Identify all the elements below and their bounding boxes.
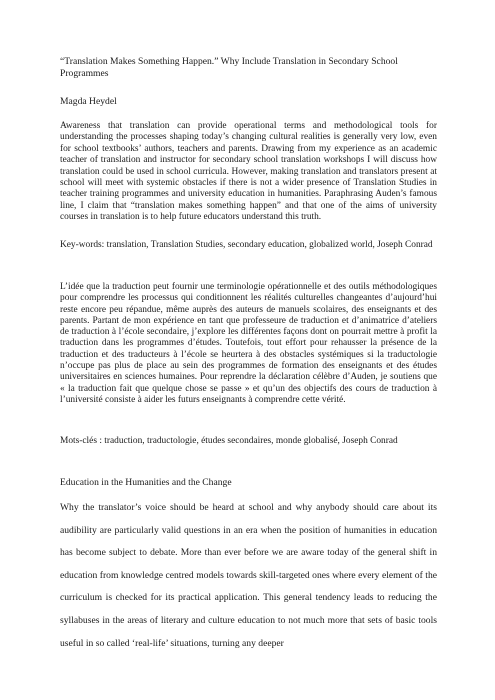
keywords-line: [60, 240, 437, 252]
section-heading: Education in the Humanities and the Change: [60, 477, 232, 488]
motscles-label: Mots-clés :: [60, 436, 102, 446]
author-name: Magda Heydel: [60, 96, 117, 107]
motscles-line: [60, 436, 437, 448]
resume-paragraph: L’idée que la traduction peut fournir une terminologie opérationnelle et des outils méthodologiques pour comprendre les processus qui conditionnent les réalités culturelles changeantes d’aujourd’hui reste encore peu répandue, même auprès des auteurs de manuels scolaires, des enseignants et des parents. Partant de mon expérience en tant que professeure de traduction et d’animatrice d’ateliers de traduction à l’école secondaire, j’explore les différentes façons dont on pourrait mettre à profit la traduction dans les programmes d’études. Toutefois, tout effort pour rehausser la présence de la traduction et des traducteurs à l’école se heurtera à des obstacles systémiques si la traductologie n’occupe pas plus de place au sein des programmes de formation des enseignants et des études universitaires en sciences humaines. Pour reprendre la déclaration célèbre d’Auden, je soutiens que « la traduction fait que quelque chose se passe » et qu’un des objectifs des cours de traduction à l’université consiste à aider les futurs enseignants à comprendre cette vérité.: [60, 282, 437, 405]
motscles-text: traduction, traductologie, études secondaires, monde globalisé, Joseph Conrad: [101, 436, 398, 446]
abstract-paragraph: Awareness that translation can provide operational terms and methodological tools for understanding the processes shaping today’s changing cultural realities is generally very low, even for school textbooks’ authors, teachers and parents. Drawing from my experience as an academic teacher of translation and instructor for secondary school translation workshops I will discuss how translation could be used in school curricula. However, making translation and translators present at school will meet with systemic obstacles if there is not a wider presence of Translation Studies in teacher training programmes and university education in humanities. Paraphrasing Auden’s famous line, I claim that “translation makes something happen” and that one of the aims of university courses in translation is to help future educators understand this truth.: [60, 121, 437, 223]
paper-title: “Translation Makes Something Happen.” Why Include Translation in Secondary School Programmes: [60, 56, 398, 79]
keywords-text: translation, Translation Studies, secondary education, globalized world, Joseph Conrad: [104, 240, 433, 250]
keywords-label: Key-words:: [60, 240, 105, 250]
body-paragraph: Why the translator’s voice should be heard at school and why anybody should care about its audibility are particularly valid questions in an era when the position of humanities in education has become subject to debate. More than ever before we are aware today of the general shift in education from knowledge centred models towards skill-targeted ones where every element of the curriculum is checked for its practical application. This general tendency leads to reducing the syllabuses in the areas of literary and culture education to not much more that sets of basic tools useful in so called ‘real-life’ situations, turning any deeper: [60, 502, 437, 649]
